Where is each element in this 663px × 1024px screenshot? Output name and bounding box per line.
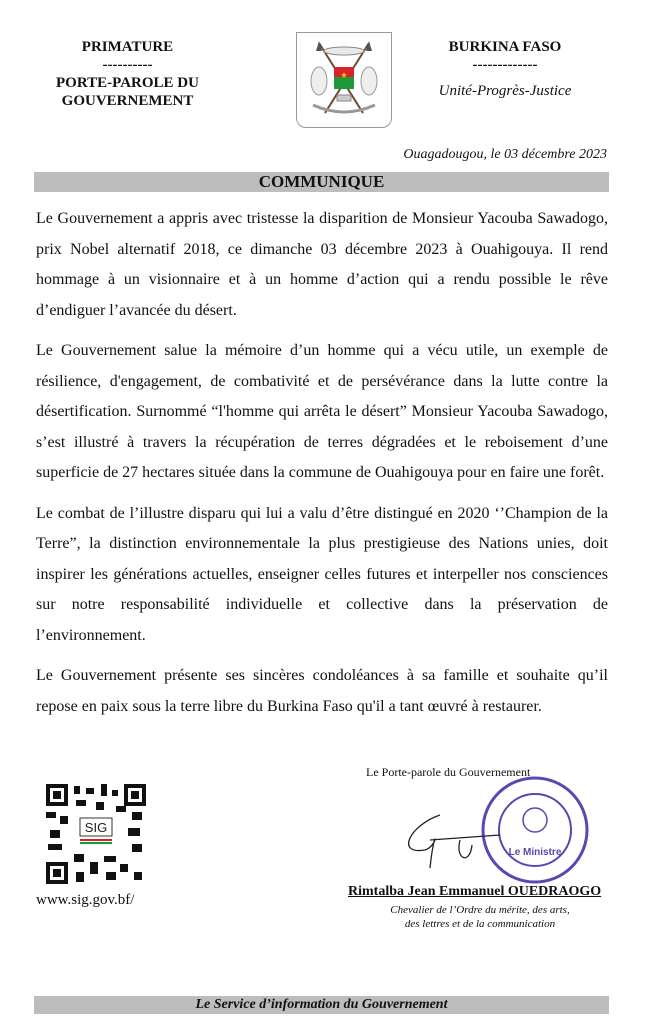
honor-line: Chevalier de l’Ordre du mérite, des arts,	[390, 904, 570, 916]
paragraph-line: Le Gouvernement a appris avec tristesse la disparition de Monsieur Yacouba Sawadogo,	[36, 210, 608, 227]
paragraph	[36, 499, 608, 652]
signatory-honors	[380, 903, 580, 931]
paragraph-line: résilience, d'engagement, de combativité et de persévérance dans la lutte contre la	[36, 372, 608, 390]
handwritten-signature-icon	[400, 810, 510, 870]
paragraph-line: hommage à un visionnaire et à un homme d’action qui a rendu possible le rêve	[36, 271, 608, 288]
paragraph-line: inspirer les générations actuelles, enseigner celles futures et interpeller nos consciences	[36, 565, 608, 583]
paragraph-line: prix Nobel alternatif 2018, ce dimanche 03 décembre 2023 à Ouahigouya. Il rend	[36, 240, 608, 258]
paragraph-line: l’environnement.	[36, 626, 146, 644]
primature-label: PRIMATURE	[81, 39, 174, 55]
document-title: COMMUNIQUE	[34, 172, 609, 192]
paragraph-line: Le Gouvernement présente ses sincères condoléances à sa famille et souhaite qu’il	[36, 667, 608, 684]
qr-code-icon	[46, 784, 146, 884]
signatory-title: Le Porte-parole du Gouvernement	[366, 765, 531, 779]
porte-parole-label: PORTE-PAROLE DU	[56, 75, 199, 91]
footer: Le Service d’information du Gouvernement	[34, 996, 609, 1014]
paragraph-line: d’endiguer l’avancée du désert.	[36, 301, 237, 319]
separator: ----------	[102, 57, 153, 73]
paragraph	[36, 204, 608, 326]
issuer-header	[40, 38, 215, 110]
paragraph-line: Le Gouvernement salue la mémoire d’un homme qui a vécu utile, un exemple de	[36, 342, 608, 359]
paragraph-line: repose en paix sous la terre libre du Burkina Faso qu'il a tant œuvré à restaurer.	[36, 697, 542, 715]
stamp-text: Le Ministre	[508, 847, 562, 858]
paragraph-line: Terre”, la distinction environnementale la plus prestigieuse des Nations unies, doit	[36, 535, 608, 552]
honor-line: des lettres et de la communication	[404, 918, 556, 930]
signatory-name: Rimtalba Jean Emmanuel OUEDRAOGO	[348, 884, 602, 899]
paragraph-line: sur notre responsabilité individuelle et collective dans la préservation de	[36, 596, 608, 613]
separator: -------------	[472, 57, 538, 73]
country-name: BURKINA FASO	[448, 39, 562, 55]
paragraph	[36, 336, 608, 489]
coat-of-arms-icon	[296, 32, 392, 128]
gouvernement-label: GOUVERNEMENT	[61, 93, 194, 109]
paragraph-line: s’est illustré à travers la récupération de terres dégradées et le reboisement d’une	[36, 433, 608, 451]
date-line: Ouagadougou, le 03 décembre 2023	[403, 147, 607, 162]
paragraph-line: Le combat de l’illustre disparu qui lui a valu d’être distingué en 2020 ‘’Champion de la	[36, 504, 608, 522]
paragraph-line: superficie de 27 hectares située dans la commune de Ouahigouya pour en faire une forêt.	[36, 464, 605, 481]
paragraph	[36, 661, 608, 722]
paragraph-line: désertification. Surnommé “l'homme qui arrêta le désert” Monsieur Yacouba Sawadogo,	[36, 403, 608, 420]
qr-label: SIG	[84, 820, 108, 835]
website-link[interactable]: www.sig.gov.bf/	[36, 892, 135, 908]
communique-body	[36, 204, 608, 732]
country-header	[430, 38, 580, 100]
motto: Unité-Progrès-Justice	[438, 83, 572, 99]
